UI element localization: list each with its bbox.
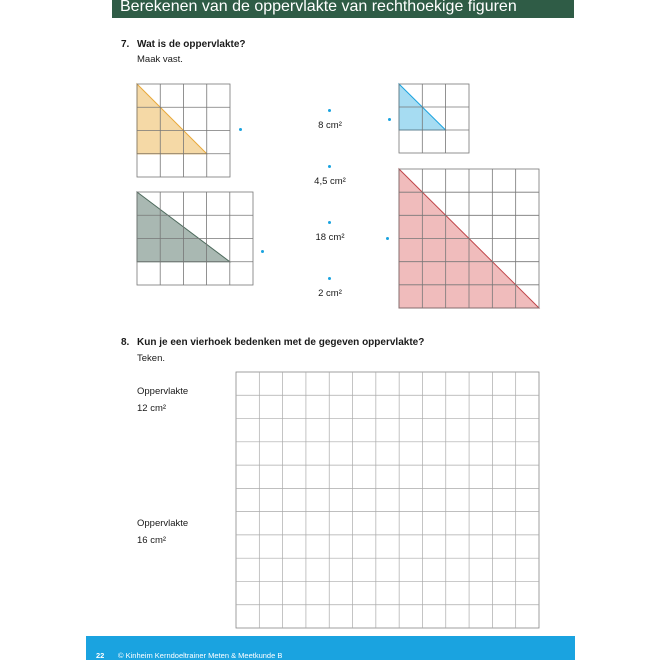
drawing-grid[interactable] — [236, 372, 539, 628]
question-text: Wat is de oppervlakte? — [137, 39, 246, 50]
connect-dot[interactable] — [388, 118, 391, 121]
copyright-text: © Kinheim Kerndoeltrainer Meten & Meetkunde B — [118, 651, 283, 660]
figure-red-triangle — [399, 169, 539, 308]
figure-orange-triangle — [137, 84, 230, 177]
question-number: 8. — [121, 337, 130, 348]
question-7-instruction: Maak vast. — [137, 54, 183, 65]
area-label: Oppervlakte — [137, 518, 189, 529]
area-label: Oppervlakte — [137, 386, 189, 397]
answer-option: 2 cm² — [318, 288, 342, 299]
connect-dot[interactable] — [328, 165, 331, 168]
area-value: 16 cm² — [137, 535, 167, 546]
orange-triangle — [137, 84, 207, 154]
connect-dot[interactable] — [328, 221, 331, 224]
connect-dot[interactable] — [386, 237, 389, 240]
answer-option: 8 cm² — [318, 120, 342, 131]
page-footer — [86, 636, 575, 660]
question-8-instruction: Teken. — [137, 353, 165, 364]
connect-dot[interactable] — [261, 250, 264, 253]
figure-green-triangle — [137, 192, 253, 285]
connect-dot[interactable] — [328, 109, 331, 112]
page-title: Berekenen van de oppervlakte van rechthoekige figuren — [120, 0, 517, 15]
answer-option: 18 cm² — [315, 232, 345, 243]
area-value: 12 cm² — [137, 403, 167, 414]
page-number: 22 — [96, 651, 105, 660]
question-number: 7. — [121, 39, 130, 50]
page-header-bar — [112, 0, 574, 18]
question-text: Kun je een vierhoek bedenken met de gegeven oppervlakte? — [137, 337, 425, 348]
connect-dot[interactable] — [328, 277, 331, 280]
question-7 — [121, 39, 246, 50]
question-8 — [121, 337, 424, 348]
figure-blue-triangle — [399, 84, 469, 153]
answer-option: 4,5 cm² — [314, 176, 346, 187]
connect-dot[interactable] — [239, 128, 242, 131]
